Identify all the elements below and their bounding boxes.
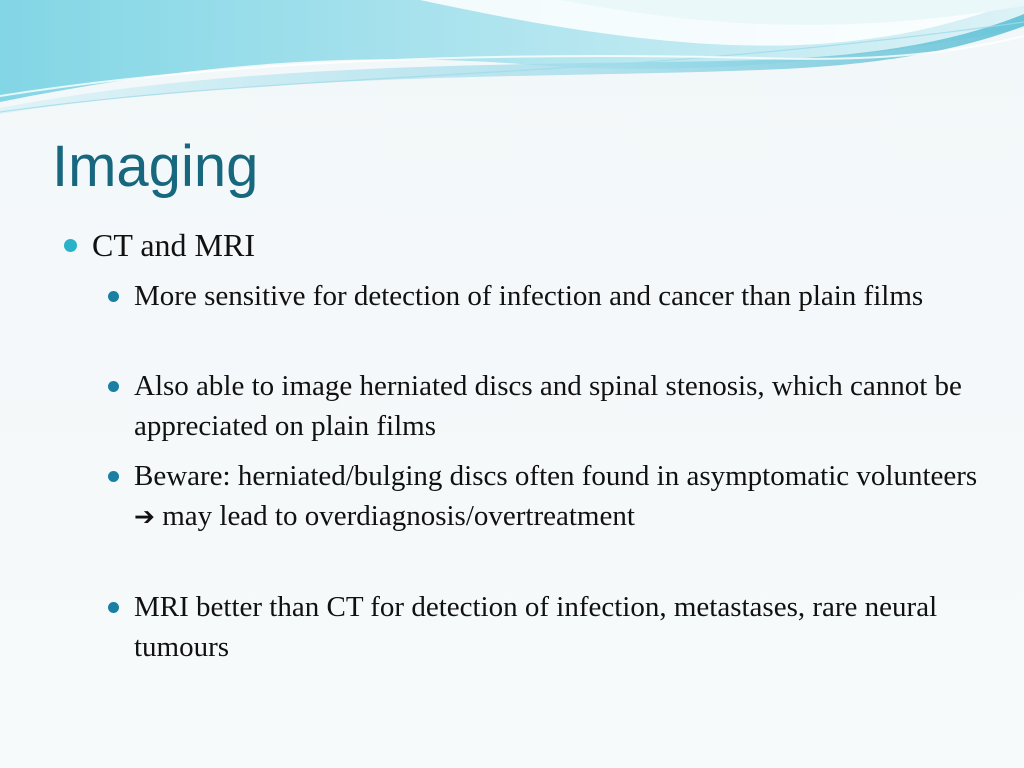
slide-title: Imaging [52,134,259,199]
decorative-wave-banner [0,0,1024,130]
sub-bullet-text-after: may lead to overdiagnosis/overtreatment [162,500,635,532]
sub-bullet-sensitivity [134,276,984,316]
sub-bullet-mri-vs-ct [134,587,984,667]
sub-bullet-beware [134,456,984,537]
bullet-dot-icon [108,602,119,613]
sub-bullet-text-before: Beware: herniated/bulging discs often found in asymptomatic volunteers [134,460,978,492]
bullet-dot-icon [108,381,119,392]
bullet-dot-icon [108,471,119,482]
sub-bullet-herniated-discs [134,366,984,446]
sub-bullet-text: More sensitive for detection of infection and cancer than plain films [134,280,924,312]
bullet-ct-and-mri [92,222,255,268]
bullet-text: CT and MRI [92,227,255,263]
bullet-dot-icon [64,239,77,252]
right-arrow-icon: ➔ [134,502,155,531]
sub-bullet-text: MRI better than CT for detection of infection, metastases, rare neural tumours [134,591,938,663]
sub-bullet-text: Also able to image herniated discs and spinal stenosis, which cannot be appreciated on plain films [134,370,962,442]
bullet-dot-icon [108,291,119,302]
